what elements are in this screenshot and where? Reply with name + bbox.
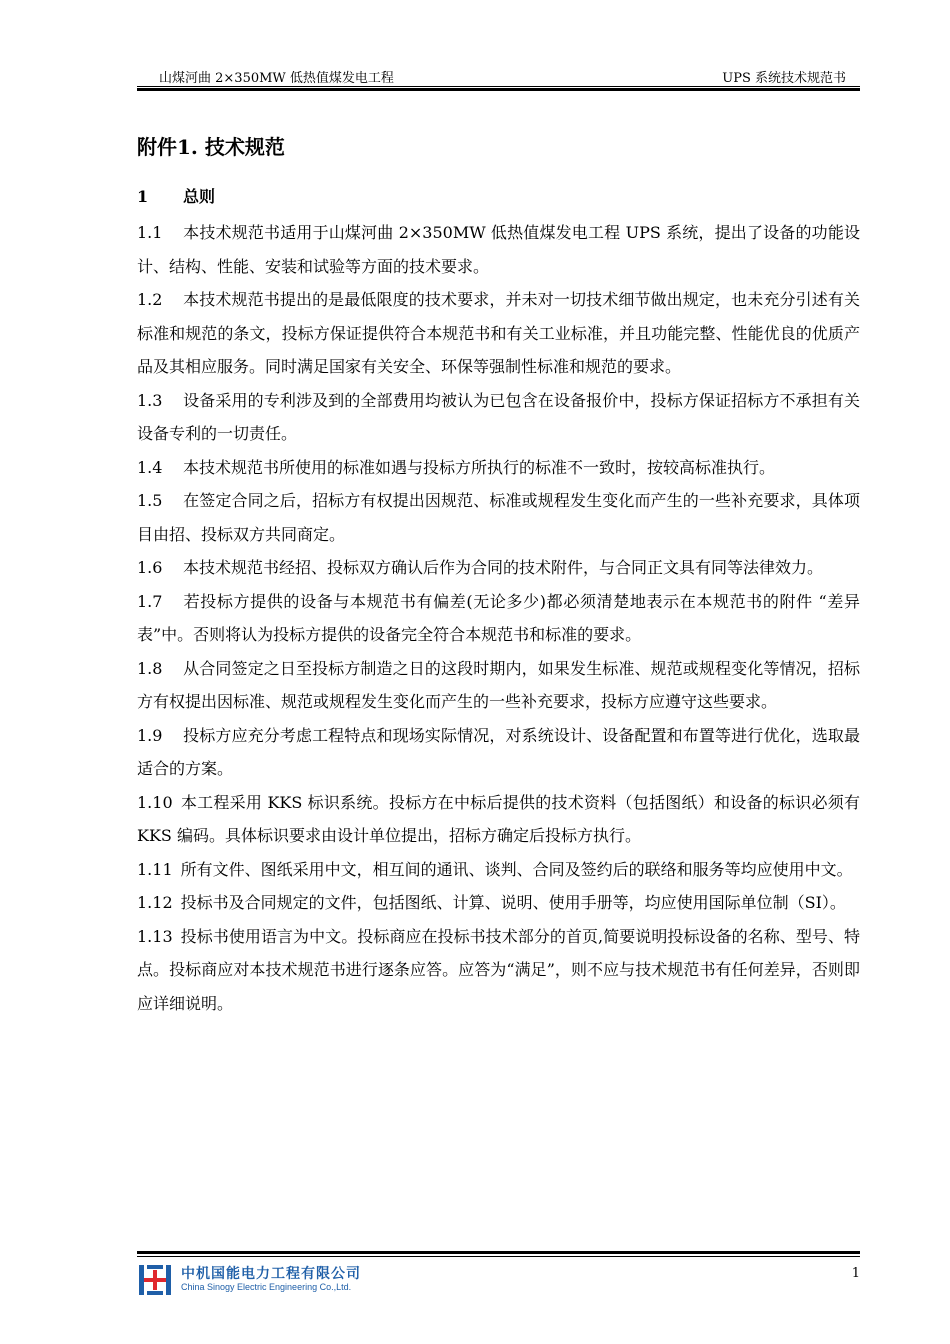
footer-rule-thick	[137, 1251, 860, 1254]
document-title: 附件1. 技术规范	[137, 135, 285, 159]
company-name-cn: 中机国能电力工程有限公司	[181, 1266, 361, 1282]
clause-number: 1.9	[137, 725, 163, 745]
clause-item	[137, 551, 860, 585]
page-header	[137, 64, 860, 86]
clause-number: 1.2	[137, 290, 163, 309]
page-number: 1	[851, 1266, 860, 1281]
section-heading	[137, 182, 860, 212]
section-title: 总则	[183, 187, 216, 206]
clause-list	[137, 216, 860, 1020]
clause-text: 若投标方提供的设备与本规范书有偏差(无论多少)都必须清楚地表示在本规范书的附件 “差异表”中。否则将认为投标方提供的设备完全符合本规范书和标准的要求。	[137, 591, 860, 644]
clause-item	[137, 886, 860, 920]
clause-item	[137, 451, 860, 485]
clause-text: 本工程采用 KKS 标识系统。投标方在中标后提供的技术资料（包括图纸）和设备的标识必须有 KKS 编码。具体标识要求由设计单位提出，招标方确定后投标方执行。	[137, 792, 860, 845]
clause-item	[137, 484, 860, 551]
clause-text: 本技术规范书所使用的标准如遇与投标方所执行的标准不一致时，按较高标准执行。	[183, 457, 776, 477]
clause-item	[137, 920, 860, 1021]
clause-text: 从合同签定之日至投标方制造之日的这段时期内，如果发生标准、规范或规程变化等情况，招标方有权提出因标准、规范或规程发生变化而产生的一些补充要求，投标方应遵守这些要求。	[137, 658, 860, 711]
company-logo	[137, 1262, 397, 1298]
clause-number: 1.3	[137, 390, 163, 410]
clause-number: 1.8	[137, 658, 163, 678]
clause-text: 本技术规范书适用于山煤河曲 2×350MW 低热值煤发电工程 UPS 系统，提出了设备的功能设计、结构、性能、安装和试验等方面的技术要求。	[137, 223, 860, 276]
clause-item	[137, 719, 860, 786]
clause-item	[137, 853, 860, 887]
header-rule-thick	[137, 88, 860, 91]
clause-number: 1.1	[137, 223, 163, 242]
company-logo-icon	[137, 1262, 173, 1298]
document-body	[137, 130, 860, 1020]
clause-text: 本技术规范书提出的是最低限度的技术要求，并未对一切技术细节做出规定，也未充分引述有关标准和规范的条文，投标方保证提供符合本规范书和有关工业标准，并且功能完整、性能优良的优质产品及其相应服务。同时满足国家有关安全、环保等强制性标准和规范的要求。	[137, 290, 860, 376]
clause-text: 本技术规范书经招、投标双方确认后作为合同的技术附件，与合同正文具有同等法律效力。	[183, 558, 824, 577]
clause-number: 1.10	[137, 792, 173, 812]
clause-text: 投标书使用语言为中文。投标商应在投标书技术部分的首页,简要说明投标设备的名称、型号、特点。投标商应对本技术规范书进行逐条应答。应答为“满足”，则不应与技术规范书有任何差异，否则即应详细说明。	[137, 926, 860, 1013]
company-name-en: China Sinogy Electric Engineering Co.,Ltd.	[181, 1282, 352, 1292]
clause-number: 1.4	[137, 457, 163, 477]
clause-item	[137, 652, 860, 719]
footer-rule-thin	[137, 1256, 860, 1257]
clause-item	[137, 384, 860, 451]
clause-item	[137, 585, 860, 652]
section-number: 1	[137, 187, 149, 206]
clause-item	[137, 216, 860, 283]
clause-item	[137, 786, 860, 853]
header-rule-thin	[137, 86, 860, 87]
clause-text: 在签定合同之后，招标方有权提出因规范、标准或规程发生变化而产生的一些补充要求，具体项目由招、投标双方共同商定。	[137, 491, 860, 544]
clause-number: 1.6	[137, 558, 163, 577]
clause-number: 1.11	[137, 859, 173, 879]
clause-text: 投标方应充分考虑工程特点和现场实际情况，对系统设计、设备配置和布置等进行优化，选取最适合的方案。	[137, 725, 860, 778]
clause-text: 投标书及合同规定的文件，包括图纸、计算、说明、使用手册等，均应使用国际单位制（SI）。	[180, 893, 846, 912]
clause-number: 1.12	[137, 893, 173, 912]
clause-item	[137, 283, 860, 384]
clause-text: 所有文件、图纸采用中文，相互间的通讯、谈判、合同及签约后的联络和服务等均应使用中文。	[180, 859, 853, 879]
clause-text: 设备采用的专利涉及到的全部费用均被认为已包含在设备报价中，投标方保证招标方不承担有关设备专利的一切责任。	[137, 390, 860, 443]
clause-number: 1.5	[137, 491, 163, 510]
header-project-name: 山煤河曲 2×350MW 低热值煤发电工程	[159, 71, 394, 86]
clause-number: 1.7	[137, 591, 163, 611]
header-doc-name: UPS 系统技术规范书	[722, 71, 846, 86]
clause-number: 1.13	[137, 926, 173, 946]
